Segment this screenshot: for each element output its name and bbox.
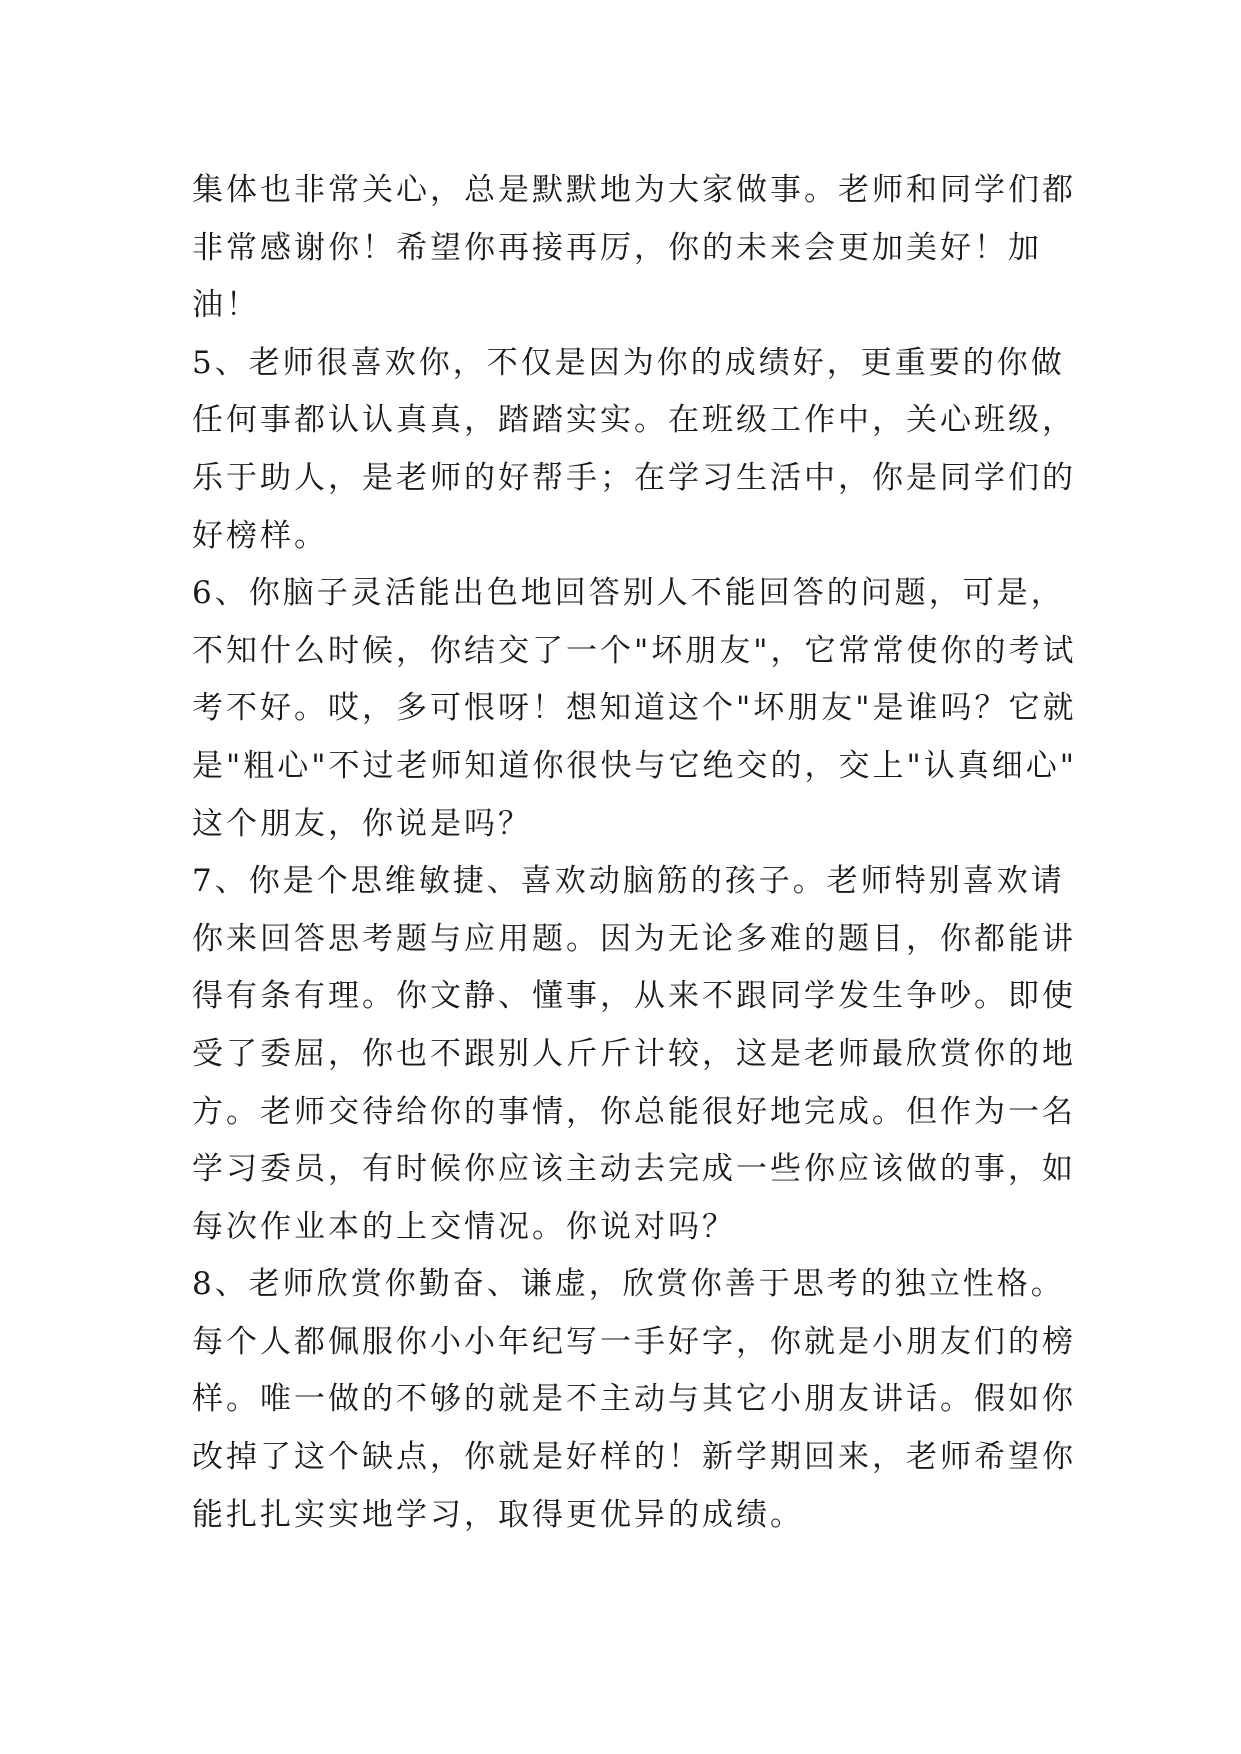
text-line: 能扎扎实实地学习，取得更优异的成绩。	[192, 1496, 804, 1533]
document-body	[192, 162, 1078, 1544]
text-line: 是"粗心"不过老师知道你很快与它绝交的，交上"认真细心"	[192, 747, 1078, 784]
text-line: 每次作业本的上交情况。你说对吗？	[192, 1208, 736, 1245]
text-line: 学习委员，有时候你应该主动去完成一些你应该做的事，如	[192, 1151, 1076, 1188]
text-line: 每个人都佩服你小小年纪写一手好字，你就是小朋友们的榜	[192, 1323, 1076, 1360]
text-line: 5、老师很喜欢你，不仅是因为你的成绩好，更重要的你做	[192, 344, 1065, 381]
text-line: 集体也非常关心，总是默默地为大家做事。老师和同学们都	[192, 172, 1076, 208]
text-line: 改掉了这个缺点，你就是好样的！新学期回来，老师希望你	[192, 1439, 1076, 1476]
text-line: 乐于助人，是老师的好帮手；在学习生活中，你是同学们的	[192, 459, 1076, 496]
text-line: 油！	[192, 287, 260, 324]
text-line: 好榜样。	[192, 517, 328, 554]
text-line: 受了委屈，你也不跟别人斤斤计较，这是老师最欣赏你的地	[192, 1035, 1076, 1072]
text-line: 这个朋友，你说是吗？	[192, 805, 532, 842]
text-line: 样。唯一做的不够的就是不主动与其它小朋友讲话。假如你	[192, 1381, 1076, 1418]
text-line: 任何事都认认真真，踏踏实实。在班级工作中，关心班级，	[192, 402, 1076, 439]
text-line: 考不好。哎，多可恨呀！想知道这个"坏朋友"是谁吗？它就	[192, 690, 1077, 727]
text-line: 方。老师交待给你的事情，你总能很好地完成。但作为一名	[192, 1093, 1076, 1130]
text-line: 不知什么时候，你结交了一个"坏朋友"，它常常使你的考试	[192, 632, 1077, 669]
text-line: 8、老师欣赏你勤奋、谦虚，欣赏你善于思考的独立性格。	[192, 1266, 1065, 1303]
text-line: 得有条有理。你文静、懂事，从来不跟同学发生争吵。即使	[192, 978, 1076, 1015]
text-line: 7、你是个思维敏捷、喜欢动脑筋的孩子。老师特别喜欢请	[192, 863, 1065, 900]
text-line: 6、你脑子灵活能出色地回答别人不能回答的问题，可是，	[192, 575, 1065, 612]
text-line: 非常感谢你！希望你再接再厉，你的未来会更加美好！加	[192, 229, 1042, 266]
text-line: 你来回答思考题与应用题。因为无论多难的题目，你都能讲	[192, 920, 1076, 957]
